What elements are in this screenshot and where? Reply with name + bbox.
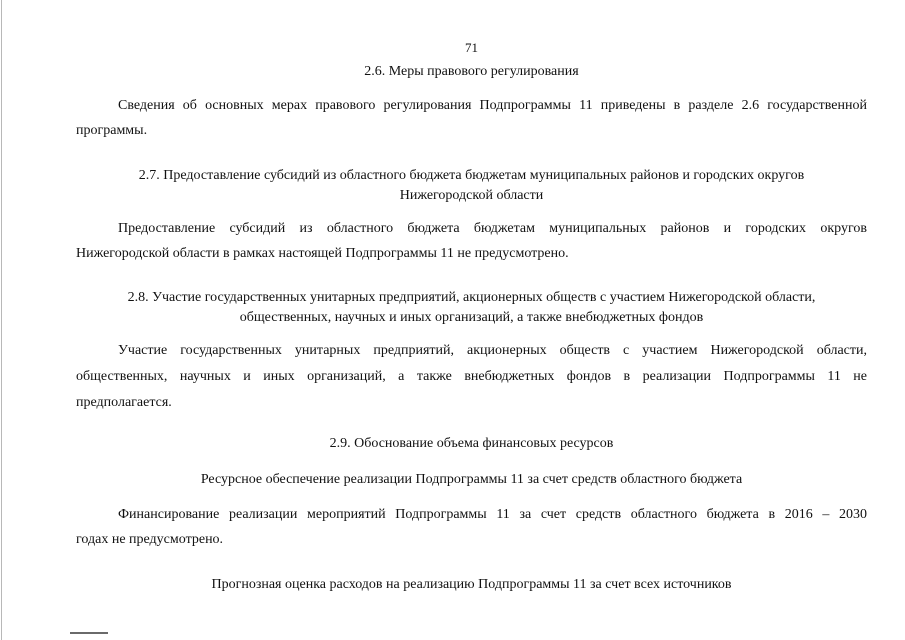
section-2-9-heading: 2.9. Обоснование объема финансовых ресурсов xyxy=(329,436,614,451)
section-2-7-heading xyxy=(76,166,867,206)
section-2-8-paragraph-line-1: Участие государственных унитарных предприятий, акционерных обществ с участием Нижегородской области, xyxy=(118,343,867,358)
footnote-separator xyxy=(70,632,108,634)
page-edge-line xyxy=(1,0,2,640)
section-2-9-paragraph-line-1: Финансирование реализации мероприятий Подпрограммы 11 за счет средств областного бюджета в 2016 – 2030 xyxy=(118,507,867,522)
section-2-7-paragraph-line-1: Предоставление субсидий из областного бюджета бюджетам муниципальных районов и городских округов xyxy=(118,221,867,236)
section-2-8-heading-line-2: общественных, научных и иных организаций, а также внебюджетных фондов xyxy=(239,310,704,325)
section-2-7-paragraph xyxy=(76,219,867,264)
section-2-6-paragraph-line-1: Сведения об основных мерах правового регулирования Подпрограммы 11 приведены в разделе 2.6 государственной xyxy=(118,98,867,113)
section-2-7-heading-line-2: Нижегородской области xyxy=(399,188,544,203)
section-2-8-paragraph xyxy=(76,341,867,413)
section-2-6-paragraph xyxy=(76,96,867,141)
section-2-9-paragraph-line-2: годах не предусмотрено. xyxy=(76,532,224,547)
section-2-7-paragraph-line-2: Нижегородской области в рамках настоящей Подпрограммы 11 не предусмотрено. xyxy=(76,246,569,261)
section-2-8-paragraph-line-2: общественных, научных и иных организаций, а также внебюджетных фондов в реализации Подпрограммы 11 не xyxy=(76,369,867,384)
section-2-6-paragraph-line-2: программы. xyxy=(76,123,148,138)
section-2-9-subheading-regional: Ресурсное обеспечение реализации Подпрограммы 11 за счет средств областного бюджета xyxy=(200,472,743,487)
page-number: 71 xyxy=(465,40,478,55)
section-2-8-heading xyxy=(76,288,867,328)
section-2-9-paragraph xyxy=(76,505,867,550)
section-2-8-paragraph-line-3: предполагается. xyxy=(76,395,172,410)
section-2-9-subheading-all-sources: Прогнозная оценка расходов на реализацию Подпрограммы 11 за счет всех источников xyxy=(211,577,732,592)
section-2-6-heading: 2.6. Меры правового регулирования xyxy=(364,64,579,79)
section-2-7-heading-line-1: 2.7. Предоставление субсидий из областного бюджета бюджетам муниципальных районов и городских округов xyxy=(138,168,805,183)
section-2-8-heading-line-1: 2.8. Участие государственных унитарных предприятий, акционерных обществ с участием Нижегородской области, xyxy=(127,290,816,305)
